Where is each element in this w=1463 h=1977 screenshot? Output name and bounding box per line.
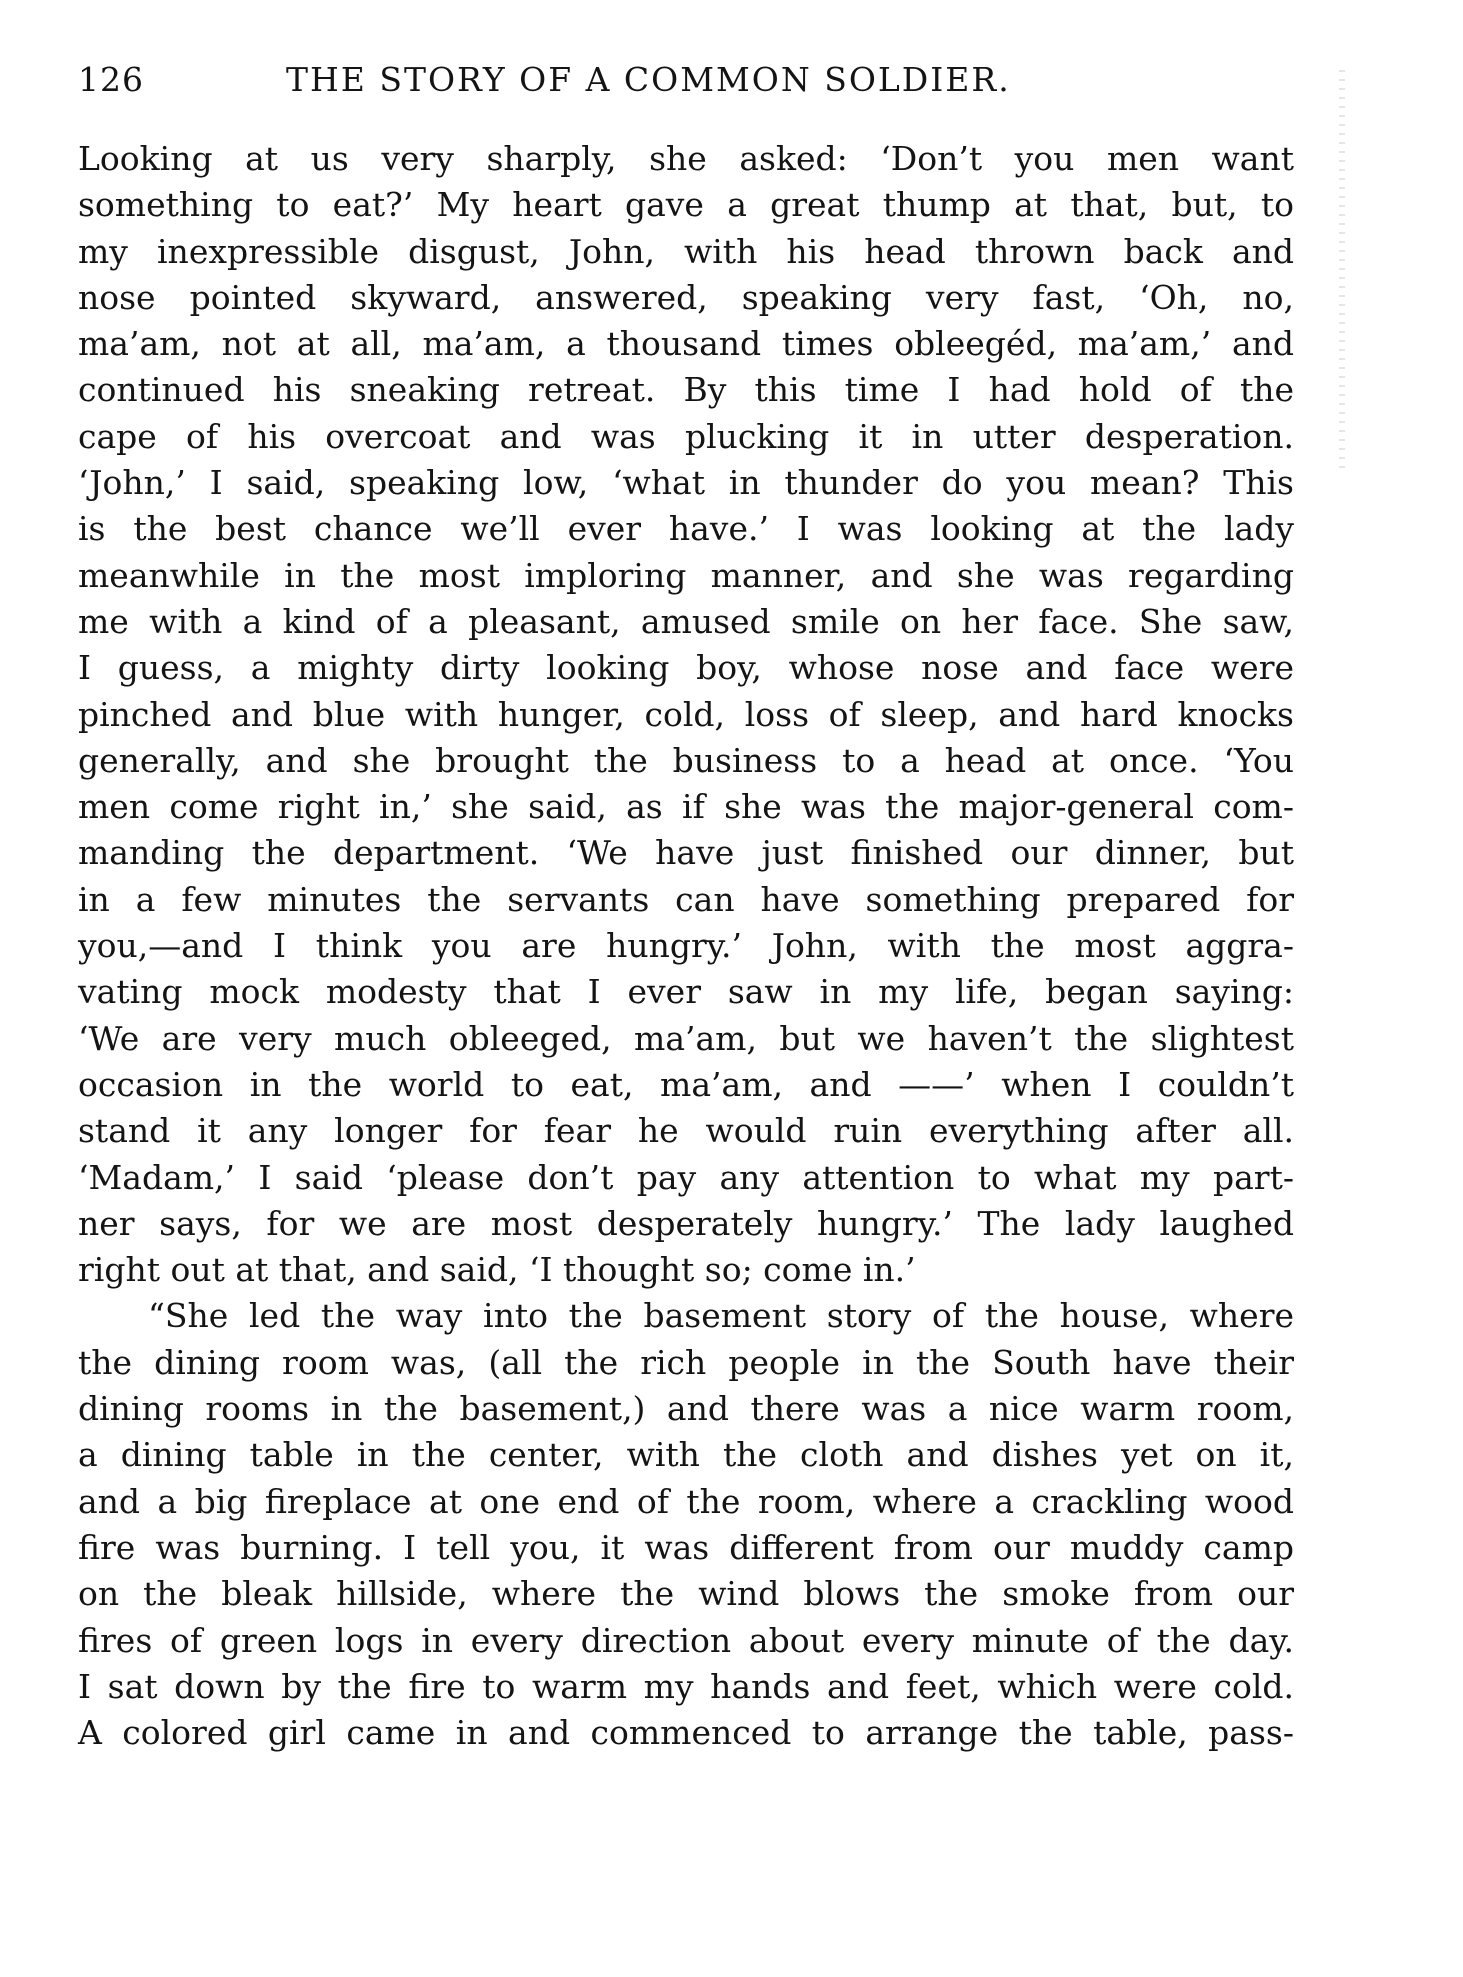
text-line: cape of his overcoat and was plucking it in utter desperation. xyxy=(78,416,1294,456)
text-line: something to eat?’ My heart gave a great thump at that, but, to xyxy=(78,185,1294,225)
text-line: you,—and I think you are hungry.’ John, with the most aggra- xyxy=(78,926,1294,966)
text-line: “She led the way into the basement story of the house, where xyxy=(148,1296,1294,1336)
text-line: dining rooms in the basement,) and there was a nice warm room, xyxy=(78,1389,1294,1429)
text-line: fires of green logs in every direction about every minute of the day. xyxy=(78,1620,1294,1660)
running-title: THE STORY OF A COMMON SOLDIER. xyxy=(286,60,1011,99)
paragraph-2 xyxy=(78,1293,1294,1756)
text-line: pinched and blue with hunger, cold, loss of sleep, and hard knocks xyxy=(78,694,1294,734)
text-line: occasion in the world to eat, ma’am, and ——’ when I couldn’t xyxy=(78,1064,1294,1104)
text-line: continued his sneaking retreat. By this time I had hold of the xyxy=(78,370,1294,410)
text-line: I sat down by the fire to warm my hands and feet, which were cold. xyxy=(78,1666,1294,1706)
text-line: fire was burning. I tell you, it was different from our muddy camp xyxy=(78,1527,1294,1567)
text-line: Looking at us very sharply, she asked: ‘Don’t you men want xyxy=(78,139,1294,178)
text-line: my inexpressible disgust, John, with his head thrown back and xyxy=(78,231,1294,271)
text-line: manding the department. ‘We have just finished our dinner, but xyxy=(78,833,1294,873)
text-line: is the best chance we’ll ever have.’ I was looking at the lady xyxy=(78,509,1294,549)
scan-edge-speckle xyxy=(1339,70,1345,470)
text-line: in a few minutes the servants can have something prepared for xyxy=(78,879,1294,919)
running-head xyxy=(78,60,1298,110)
text-line: me with a kind of a pleasant, amused smile on her face. She saw, xyxy=(78,601,1294,641)
page-number: 126 xyxy=(78,60,144,99)
text-line: ‘We are very much obleeged, ma’am, but we haven’t the slightest xyxy=(78,1018,1294,1058)
text-line: nose pointed skyward, answered, speaking very fast, ‘Oh, no, xyxy=(78,277,1294,317)
text-line: on the bleak hillside, where the wind blows the smoke from our xyxy=(78,1574,1294,1614)
text-line: ma’am, not at all, ma’am, a thousand times obleegéd, ma’am,’ and xyxy=(78,324,1294,364)
text-line: meanwhile in the most imploring manner, and she was regarding xyxy=(78,555,1294,595)
body-text xyxy=(78,136,1294,1756)
text-line: A colored girl came in and commenced to arrange the table, pass- xyxy=(78,1713,1294,1753)
text-line: generally, and she brought the business to a head at once. ‘You xyxy=(78,740,1294,780)
text-line: stand it any longer for fear he would ruin everything after all. xyxy=(78,1111,1294,1151)
text-line: men come right in,’ she said, as if she was the major-general com- xyxy=(78,787,1294,827)
text-line: ner says, for we are most desperately hungry.’ The lady laughed xyxy=(78,1203,1294,1243)
text-line: ‘John,’ I said, speaking low, ‘what in thunder do you mean? This xyxy=(78,463,1294,503)
text-line: a dining table in the center, with the cloth and dishes yet on it, xyxy=(78,1435,1294,1475)
text-line: I guess, a mighty dirty looking boy, whose nose and face were xyxy=(78,648,1294,688)
text-line: and a big fireplace at one end of the room, where a crackling wood xyxy=(78,1481,1294,1521)
text-line: right out at that, and said, ‘I thought so; come in.’ xyxy=(78,1250,916,1290)
paragraph-1 xyxy=(78,136,1294,1293)
text-line: the dining room was, (all the rich people in the South have their xyxy=(78,1342,1294,1382)
text-line: vating mock modesty that I ever saw in my life, began saying: xyxy=(78,972,1294,1012)
text-line: ‘Madam,’ I said ‘please don’t pay any attention to what my part- xyxy=(78,1157,1294,1197)
